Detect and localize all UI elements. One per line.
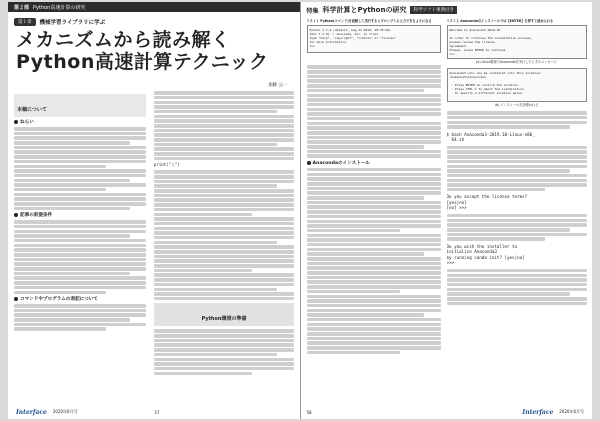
left-page (8, 2, 301, 419)
right-column-2 (447, 19, 587, 403)
body-text (154, 329, 294, 375)
chapter-title: Python高速計算の研究 (33, 4, 86, 11)
right-page (301, 2, 593, 419)
issue-date: 2020年6月号 (52, 409, 78, 414)
left-column-2 (154, 90, 294, 402)
heading-env: Python環境の準備 (201, 316, 247, 323)
listing-1-code: Python 3.7.4 (default, Aug 13 2019, 20:35:49) [GCC 7.3.0] :: Anaconda, Inc. on linux Type "help", "copyright", "credits" or "license" for more information. >>> (307, 25, 441, 53)
body-text (307, 168, 441, 354)
chapter-bar (8, 2, 301, 12)
listing-1-title: リスト１ Python(コマンド)を起動して実行するとプロンプトに入力できるようになる (306, 19, 432, 23)
issue-date: 2020年6月号 (559, 409, 584, 414)
bullet-icon (307, 161, 311, 165)
body-text (447, 111, 587, 129)
feature-header (307, 5, 589, 15)
bullet-icon (14, 120, 18, 124)
heading-nerai: ねらい (14, 119, 146, 125)
right-footer (301, 407, 593, 417)
magazine-logo: Interface (16, 408, 47, 416)
section-badge: 第１章 (14, 18, 36, 26)
magazine-spread (8, 2, 592, 419)
body-text (447, 214, 587, 241)
listing-2a-caption: (a) Linux環境でAnacondaを実行したときのメッセージ (476, 60, 557, 65)
license-prompt: Do you accept the license terms? [yes|no] [no] >>> (446, 194, 528, 211)
headline-line-2: Python高速計算テクニック (16, 51, 269, 73)
body-text (154, 91, 294, 160)
author: 加藤 公一 (268, 83, 288, 88)
listing-2a-code: Welcome to Anaconda3 2019.10 In order to continue the installation process, please review the license agreement. Please, press ENTER to continue >>> (447, 25, 587, 59)
body-text (14, 127, 146, 210)
right-column-1 (307, 19, 441, 403)
left-footer (8, 407, 300, 417)
feature-badge: 科学ソフト事典付き (410, 6, 457, 14)
headline-line-1: メカニズムから読み解く (16, 29, 231, 51)
shell-command: $ bash Anaconda3-2019.10-Linux-x86_ 64.sh (446, 131, 535, 143)
section-title: 機械学習ライブラリに学ぶ (39, 20, 106, 26)
heading-preconditions: 記事の前提条件 (14, 212, 146, 218)
bullet-icon (14, 213, 18, 217)
body-text (14, 304, 146, 331)
listing-2b-caption: (b) インストール先を聞かれる (494, 102, 539, 107)
body-text (447, 146, 587, 192)
heading-install: Anacondaのインストール (307, 160, 441, 166)
inline-code: print("八") (154, 162, 180, 168)
about-box (14, 94, 146, 117)
chapter-badge: 第２部 (14, 4, 30, 11)
listing-2b-code: Anaconda3 will now be installed into this location: /home/kato/anaconda3 - Press ENTER to confirm the location - Press CTRL-C to abort the installation - Or specify a different location below (447, 68, 587, 102)
bullet-icon (14, 297, 18, 301)
body-text (154, 170, 294, 300)
magazine-logo: Interface (522, 408, 554, 416)
page-number: 58 (306, 409, 312, 415)
body-text (447, 269, 587, 305)
body-text (14, 220, 146, 294)
about-heading: 本稿について (17, 107, 47, 113)
heading-notation: コマンドやプログラムの表記について (14, 296, 146, 302)
left-column-1 (14, 94, 146, 402)
feature-title: 科学計算とPythonの研究 (322, 6, 407, 14)
page-number: 57 (154, 409, 160, 415)
env-heading-box (154, 303, 294, 326)
init-prompt: Do you wish the installer to initialize Anaconda3 by running conda init? [yes|no] >>> (446, 243, 525, 266)
listing-2-title: リスト２ Anacondaのインストールでは【ENTER】を押すと進められる (446, 19, 554, 23)
headline (16, 29, 292, 73)
feature-tag: 特集 (306, 7, 319, 15)
section-header (14, 18, 105, 26)
body-text (307, 65, 441, 158)
